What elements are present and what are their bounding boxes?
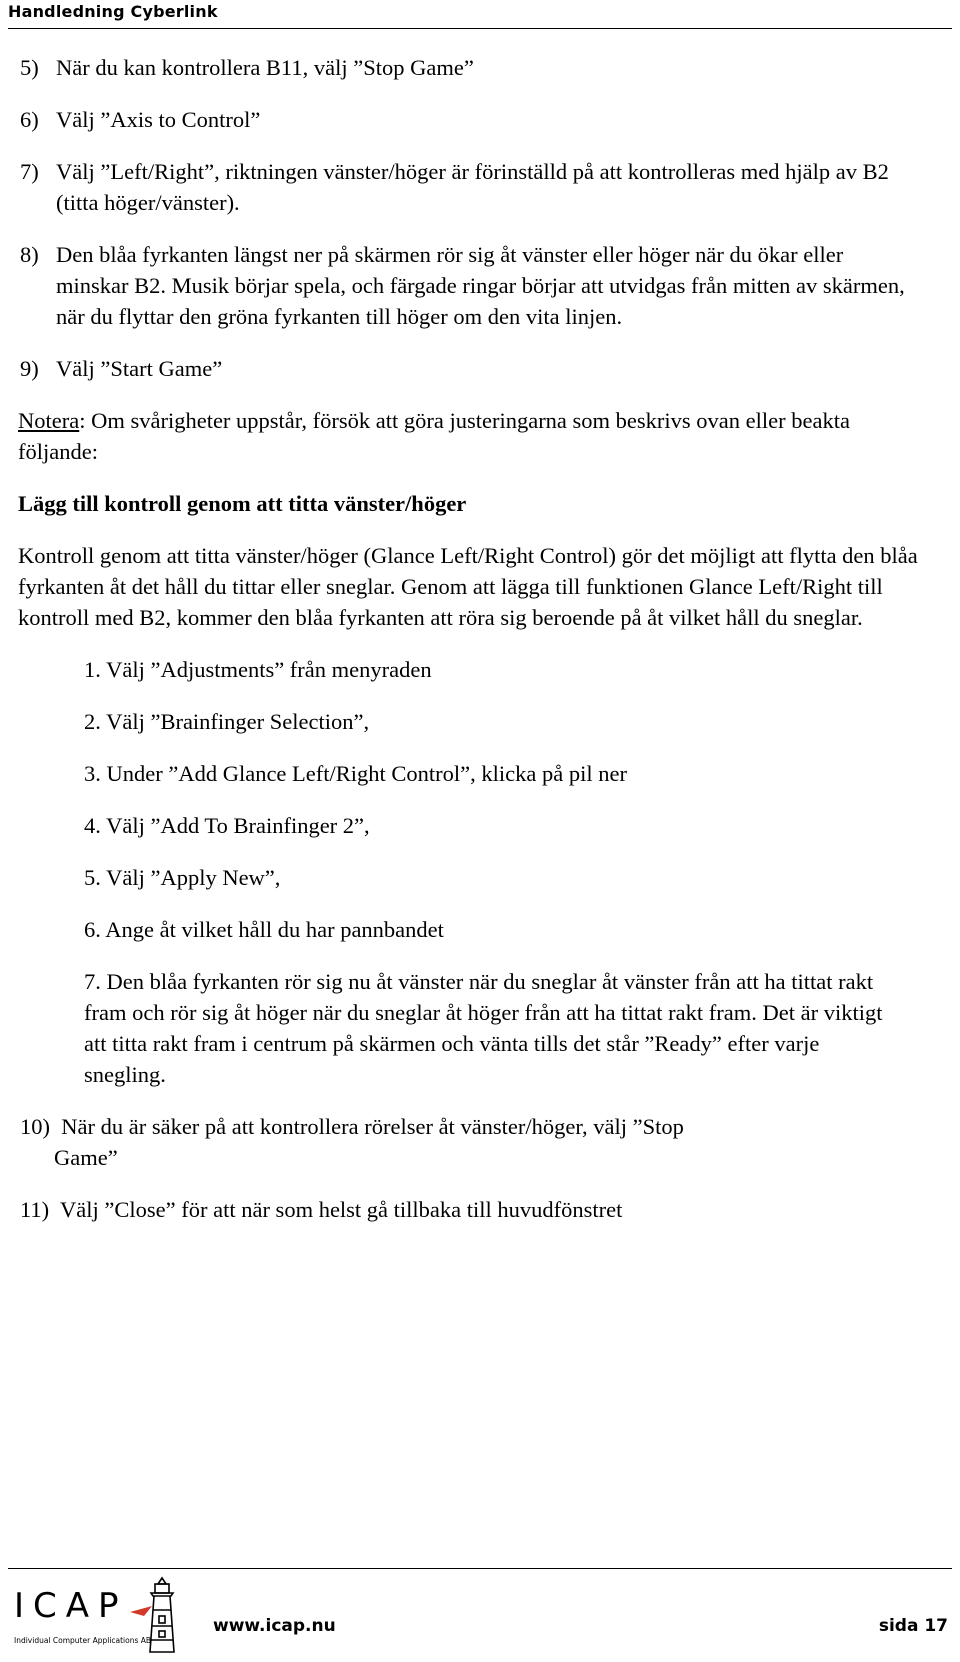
substep-list (84, 654, 904, 1090)
step-item (20, 104, 920, 135)
step-item (20, 52, 920, 83)
step-number: 5) (20, 55, 39, 80)
step-number: 10) (20, 1114, 50, 1139)
step-text: Välj ”Left/Right”, riktningen vänster/höger är förinställd på att kontrolleras med hjälp av B2 (titta höger/vänster). (56, 159, 889, 215)
icap-logo (12, 1586, 187, 1658)
step-item (20, 239, 920, 332)
logo-subtitle: Individual Computer Applications AB (14, 1636, 152, 1645)
substep-item: 7. Den blåa fyrkanten rör sig nu åt vänster när du sneglar åt vänster från att ha tittat rakt fram och rör sig åt höger när du sneglar åt höger från att ha tittat rakt fram. Det är viktigt att titta rakt fram i centrum på skärmen och vänta tills det står ”Ready” efter varje snegling. (84, 969, 883, 1087)
page-header-title: Handledning Cyberlink (8, 2, 218, 21)
step-text-continued: Game” (54, 1145, 118, 1170)
substep-item: 1. Välj ”Adjustments” från menyraden (84, 657, 432, 682)
note-label: Notera (18, 408, 80, 433)
step-text: När du kan kontrollera B11, välj ”Stop Game” (56, 55, 474, 80)
note-paragraph (18, 405, 920, 467)
section-body: Kontroll genom att titta vänster/höger (Glance Left/Right Control) gör det möjligt att flytta den blåa fyrkanten åt det håll du tittar eller sneglar. Genom att lägga till funktionen Glance Left/Right till kontroll med B2, kommer den blåa fyrkanten att röra sig beroende på åt vilket håll du sneglar. (18, 543, 918, 630)
step-text: Välj ”Start Game” (56, 356, 223, 381)
website-link[interactable]: www.icap.nu (213, 1616, 336, 1636)
substep-item: 4. Välj ”Add To Brainfinger 2”, (84, 813, 370, 838)
step-text: Välj ”Close” för att när som helst gå tillbaka till huvudfönstret (60, 1197, 623, 1222)
step-number: 9) (20, 356, 39, 381)
section-heading: Lägg till kontroll genom att titta vänster/höger (18, 491, 467, 516)
note-text: : Om svårigheter uppstår, försök att göra justeringarna som beskrivs ovan eller beakta följande: (18, 408, 850, 464)
step-number: 11) (20, 1197, 50, 1222)
step-text: När du är säker på att kontrollera rörelser åt vänster/höger, välj ”Stop (61, 1114, 684, 1139)
step-item (20, 156, 920, 218)
footer-divider (8, 1568, 952, 1569)
substep-item: 2. Välj ”Brainfinger Selection”, (84, 709, 370, 734)
step-number: 6) (20, 107, 39, 132)
step-number: 8) (20, 242, 39, 267)
step-text: Den blåa fyrkanten längst ner på skärmen rör sig åt vänster eller höger när du ökar eller minskar B2. Musik börjar spela, och färgade ringar börjar att utvidgas från mitten av skärmen, när du flyttar den gröna fyrkanten till höger om den vita linjen. (56, 242, 905, 329)
step-item (20, 1111, 920, 1173)
substep-item: 6. Ange åt vilket håll du har pannbandet (84, 917, 444, 942)
page-number: sida 17 (878, 1616, 948, 1636)
step-item (20, 353, 920, 384)
document-body (20, 52, 920, 1246)
step-item (20, 1194, 920, 1225)
logo-wordmark: ICAP (14, 1586, 128, 1626)
header-divider (8, 28, 952, 29)
substep-item: 3. Under ”Add Glance Left/Right Control”, klicka på pil ner (84, 761, 627, 786)
step-number: 7) (20, 159, 39, 184)
substep-item: 5. Välj ”Apply New”, (84, 865, 281, 890)
step-text: Välj ”Axis to Control” (56, 107, 261, 132)
